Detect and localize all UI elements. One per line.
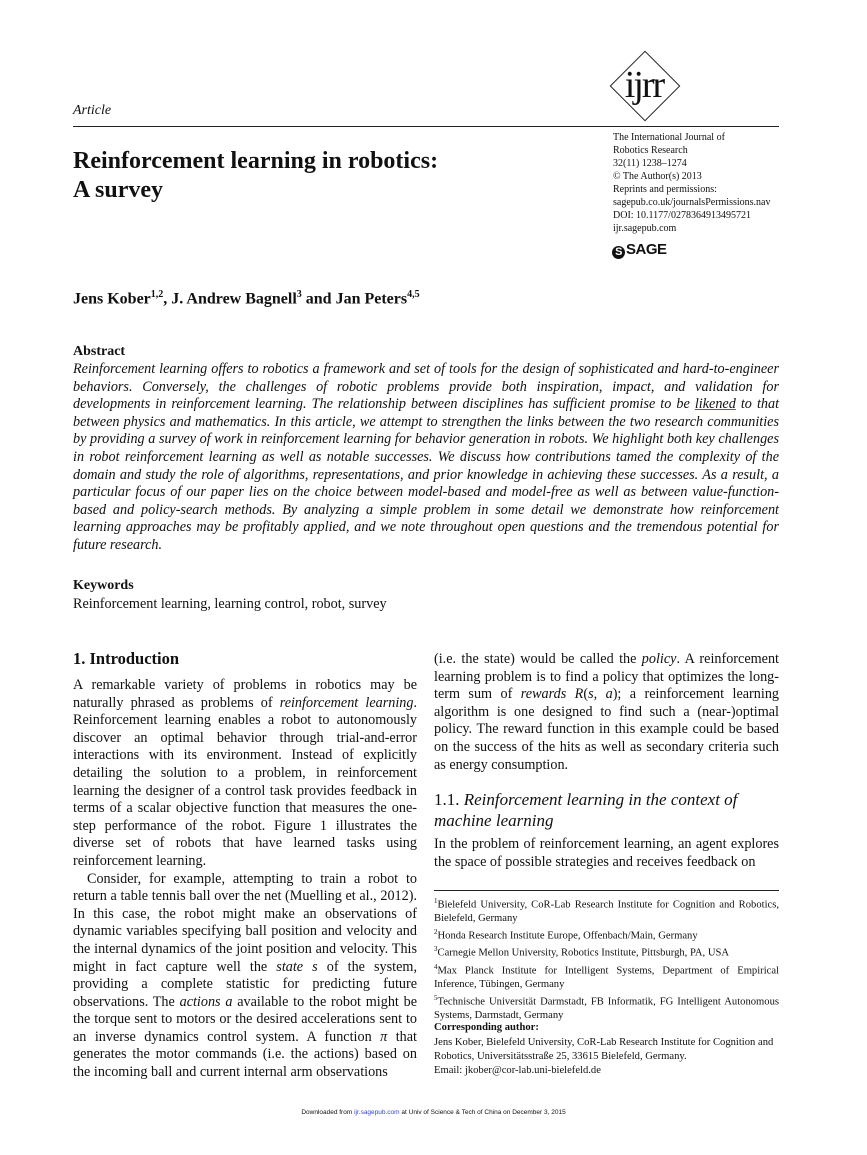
affiliation-text: Honda Research Institute Europe, Offenbach/Main, Germany: [437, 930, 698, 942]
author-name: J. Andrew Bagnell: [171, 290, 297, 308]
text-run: ); a reinforcement learning algorithm is one designed to find such a (near-)optimal policy. The reward function in this example could be based on the success of the hits as well as secondary criteria such as energy consumption.: [434, 686, 780, 773]
meta-line: © The Author(s) 2013: [613, 171, 702, 182]
abstract-text: [73, 361, 779, 555]
meta-line: Robotics Research: [613, 145, 688, 156]
author-name: Jan Peters: [335, 290, 408, 308]
sage-mark-icon: S: [612, 246, 625, 259]
author-separator: and: [301, 290, 336, 308]
text-run: Consider, for example, attempting to train a robot to return a table tennis ball over the net (Muelling et al., 2012). In this case, the robot might make an observations of dynamic variables specifying ball position and velocity and the internal dynamics of the joint position and velocity. This might in fact capture well the: [73, 870, 417, 975]
author-list: [73, 289, 420, 308]
affiliation: [434, 943, 779, 960]
affiliation-marker: 3: [296, 289, 302, 300]
spellcheck-marked-word: likened: [694, 396, 736, 413]
meta-line: 32(11) 1238–1274: [613, 158, 687, 169]
affiliation-marker: 1,2: [150, 289, 164, 300]
abstract-segment: to that between physics and mathematics. In this article, we attempt to strengthen the links between the two research communities by providing a survey of work in reinforcement learning for behavior generation in robots. We highlight both key challenges in robot reinforcement learning as well as notable successes. We discuss how contributions tamed the complexity of the domain and study the role of algorithms, representations, and prior knowledge in achieving these successes. As a result, a particular focus of our paper lies on the choice between model-based and model-free as well as between value-function-based and policy-search methods. By analyzing a simple problem in some detail we demonstrate how reinforcement learning approaches may be profitably applied, and we note throughout open questions and the tremendous potential for future research.: [73, 396, 780, 553]
affiliation-marker: 4,5: [407, 289, 420, 300]
affiliation: [434, 961, 779, 992]
affiliation-text: Max Planck Institute for Intelligent Systems, Department of Empirical Inference, Tübingen, Germany: [434, 965, 779, 991]
paragraph: [73, 677, 417, 871]
download-link[interactable]: ijr.sagepub.com: [354, 1109, 400, 1116]
emphasis: state s: [276, 958, 318, 975]
meta-line: Reprints and permissions:: [613, 184, 717, 195]
journal-meta: [613, 131, 813, 235]
paragraph: In the problem of reinforcement learning, an agent explores the space of possible strategies and receives feedback on: [434, 836, 779, 870]
header-rule: [73, 126, 779, 127]
download-text: Downloaded from: [301, 1109, 355, 1116]
emphasis: rewards R: [520, 686, 584, 703]
text-run: that generates the motor commands (i.e. the actions) based on the incoming ball and current internal arm observations: [73, 1028, 417, 1081]
affiliation-text: Technische Universität Darmstadt, FB Informatik, FG Intelligent Autonomous Systems, Darmstadt, Germany: [434, 996, 779, 1022]
emphasis: a: [605, 686, 613, 703]
text-run: (: [583, 686, 589, 703]
emphasis: policy: [641, 651, 677, 667]
emphasis: reinforcement learning: [279, 694, 414, 711]
publisher-text: SAGE: [626, 241, 667, 258]
text-run: ,: [593, 686, 606, 703]
subsection-number: 1.1.: [434, 790, 460, 809]
meta-line[interactable]: sagepub.co.uk/journalsPermissions.nav: [613, 197, 771, 208]
abstract-heading: Abstract: [73, 344, 126, 359]
subsection-title: Reinforcement learning in the context of machine learning: [434, 790, 738, 830]
affiliation: [434, 992, 779, 1023]
right-column-top: [434, 651, 779, 774]
emphasis: actions a: [179, 993, 233, 1010]
text-run: of the system, providing a complete statistic for predicting future observations. The: [73, 958, 417, 1010]
text-run: (i.e. the state) would be called the: [434, 651, 642, 667]
footnote-marker: 5: [434, 993, 438, 1002]
subsection-heading: [434, 789, 779, 831]
author-separator: ,: [163, 290, 172, 308]
text-run: A remarkable variety of problems in robotics may be naturally phrased as problems of: [73, 677, 417, 711]
corresponding-author: [434, 1036, 779, 1077]
meta-line: The International Journal of: [613, 132, 725, 143]
keywords-heading: Keywords: [73, 578, 134, 593]
publisher-logo: [612, 241, 667, 259]
article-type-label: Article: [73, 103, 112, 118]
footnote-rule: [434, 890, 779, 891]
meta-line: DOI: 10.1177/0278364913495721: [613, 210, 751, 221]
footnote-marker: 2: [434, 928, 438, 937]
download-note: [0, 1109, 867, 1116]
journal-logo: [611, 56, 677, 118]
affiliation-text: Bielefeld University, CoR-Lab Research Institute for Cognition and Robotics, Bielefeld, Germany: [434, 899, 779, 925]
corresponding-address: Jens Kober, Bielefeld University, CoR-Lab Research Institute for Cognition and Robotics, Universitätsstraße 25, 33615 Bielefeld, Germany.: [434, 1037, 774, 1062]
paragraph: [73, 871, 417, 1082]
paper-title: [73, 147, 543, 205]
title-line: A survey: [73, 177, 163, 203]
footnote-marker: 1: [434, 897, 438, 905]
download-text: at Univ of Science & Tech of China on December 3, 2015: [399, 1109, 566, 1116]
affiliation: [434, 895, 779, 926]
corresponding-heading: Corresponding author:: [434, 1022, 539, 1033]
footnote-marker: 3: [434, 945, 438, 954]
author-name: Jens Kober: [73, 290, 151, 308]
logo-text: ijrr: [624, 64, 664, 106]
text-run: . A reinforcement learning problem is to find a policy that optimizes the long-term sum of: [434, 651, 779, 703]
footnote-marker: 4: [434, 962, 438, 971]
affiliation-text: Carnegie Mellon University, Robotics Institute, Pittsburgh, PA, USA: [437, 947, 730, 959]
paragraph: [434, 651, 779, 774]
keywords-text: Reinforcement learning, learning control, robot, survey: [73, 596, 387, 612]
affiliation: [434, 926, 779, 943]
text-run: available to the robot might be the torque sent to motors or the desired accelerations sent to an inverse dynamics control system. A function: [73, 993, 418, 1045]
corresponding-email[interactable]: Email: jkober@cor-lab.uni-bielefeld.de: [434, 1064, 601, 1076]
left-column: [73, 677, 417, 1082]
abstract-segment: Reinforcement learning offers to robotics a framework and set of tools for the design of sophisticated and hard-to-engineer behaviors. Conversely, the challenges of robotic problems provide both inspiration, impact, and validation for developments in reinforcement learning. The relationship between disciplines has sufficient promise to be: [73, 361, 779, 413]
right-column-body: [434, 836, 779, 871]
meta-line[interactable]: ijr.sagepub.com: [613, 223, 677, 234]
affiliations: [434, 895, 779, 1023]
emphasis: s: [588, 686, 594, 703]
emphasis: π: [380, 1028, 388, 1045]
title-line: Reinforcement learning in robotics:: [73, 148, 439, 174]
section-heading: 1. Introduction: [73, 649, 180, 668]
text-run: . Reinforcement learning enables a robot to autonomously discover an optimal behavior through trial-and-error interactions with its environment. Instead of explicitly detailing the solution to a problem, in reinforcement learning the designer of a control task provides feedback in terms of a scalar objective function that measures the one-step performance of the robot. Figure 1 illustrates the diverse set of robots that have learned tasks using reinforcement learning.: [73, 694, 417, 869]
